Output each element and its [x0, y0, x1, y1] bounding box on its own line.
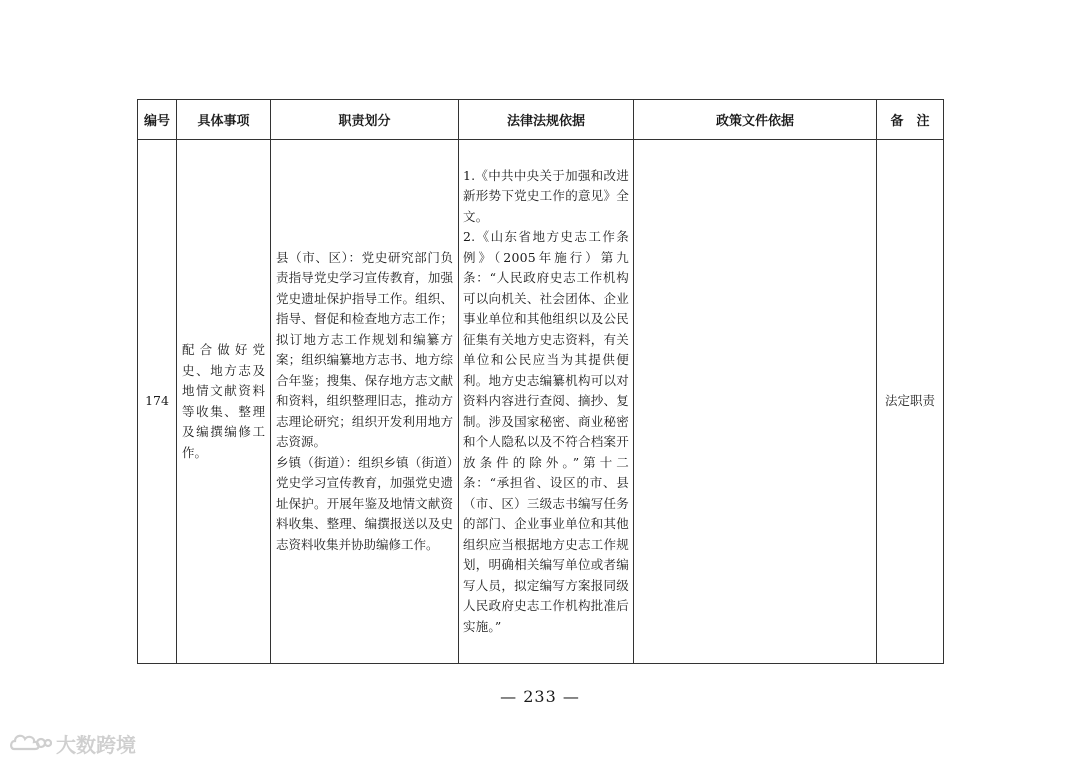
row-note: 法定职责 — [877, 140, 944, 664]
row-duty: 县（市、区）：党史研究部门负责指导党史学习宣传教育，加强党史遗址保护指导工作。组织、指导、督促和检查地方志工作；拟订地方志工作规划和编纂方案；组织编纂地方志书、地方综合年鉴；搜集、保存地方志文献和资料，组织整理旧志，推动方志理论研究；组织开发利用地方志资源。 乡镇（街道）：组织乡镇（街道）党史学习宣传教育，加强党史遗址保护。开展年鉴及地情文献资料收集、整理、编撰报送以及史志资料收集并协助编修工作。 — [271, 140, 459, 664]
watermark — [10, 730, 136, 756]
header-duty: 职责划分 — [271, 100, 459, 140]
row-law: 1.《中共中央关于加强和改进新形势下党史工作的意见》全文。 2.《山东省地方史志工作条例》（2005年施行）第九条：“人民政府史志工作机构可以向机关、社会团体、企业事业单位和其他组织以及公民征集有关地方史志资料，有关单位和公民应当为其提供便利。地方史志编纂机构可以对资料内容进行查阅、摘抄、复制。涉及国家秘密、商业秘密和个人隐私以及不符合档案开放条件的除外。”第十二条：“承担省、设区的市、县（市、区）三级志书编写任务的部门、企业事业单位和其他组织应当根据地方史志工作规划，明确相关编写单位或者编写人员，拟定编写方案报同级人民政府史志工作机构批准后实施。” — [459, 140, 634, 664]
watermark-text: 大数跨境 — [56, 732, 136, 757]
duty-list-table — [137, 99, 944, 664]
page-number: — 233 — — [500, 687, 580, 706]
table-header-row — [138, 100, 944, 140]
cloud-logo-icon — [10, 731, 52, 755]
table-row — [138, 140, 944, 664]
row-policy — [634, 140, 877, 664]
header-note: 备 注 — [877, 100, 944, 140]
header-number: 编号 — [138, 100, 177, 140]
row-item: 配合做好党史、地方志及地情文献资料等收集、整理及编撰编修工作。 — [177, 140, 271, 664]
row-number: 174 — [138, 140, 177, 664]
header-policy: 政策文件依据 — [634, 100, 877, 140]
header-item: 具体事项 — [177, 100, 271, 140]
header-law: 法律法规依据 — [459, 100, 634, 140]
